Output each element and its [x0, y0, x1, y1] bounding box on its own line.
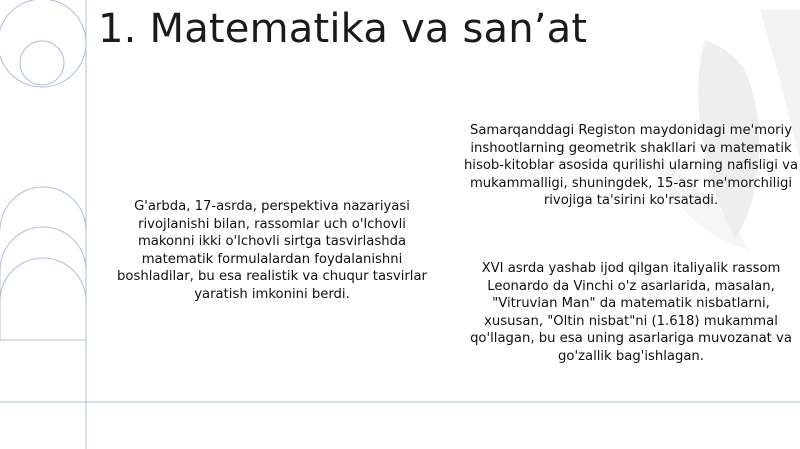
deco-arch-inner [0, 258, 86, 340]
paragraph-leonardo: XVI asrda yashab ijod qilgan italiyalik rassom Leonardo da Vinchi o'z asarlarida, masalan, "Vitruvian Man" da matematik nisbatlarni, xususan, "Oltin nisbat"ni (1.618) mukammal qo'llagan, bu esa uning asarlariga muvozanat va go'zallik bag'ishlagan. [470, 261, 792, 364]
deco-circle-large [0, 0, 86, 87]
slide-title: 1. Matematika va san’at [98, 6, 588, 52]
deco-arch-outer [0, 187, 86, 230]
paragraph-perspective: G'arbda, 17-asrda, perspektiva nazariyasi rivojlanishi bilan, rassomlar uch o'lchovli makonni ikki o'lchovli sirtga tasvirlashda matematik formulalardan foydalanishni boshladilar, bu esa realistik va chuqur tasvirlar yaratish imkonini berdi. [117, 199, 427, 302]
paragraph-registon: Samarqanddagi Registon maydonidagi me'moriy inshootlarning geometrik shakllari va matematik hisob-kitoblar asosida qurilishi ularning nafisligi va mukammalligi, shuningdek, 15-asr me'morchiligi rivojiga ta'sirini ko'rsatadi. [463, 123, 799, 208]
deco-circle-small [20, 41, 64, 85]
deco-arch-upper [0, 227, 86, 316]
